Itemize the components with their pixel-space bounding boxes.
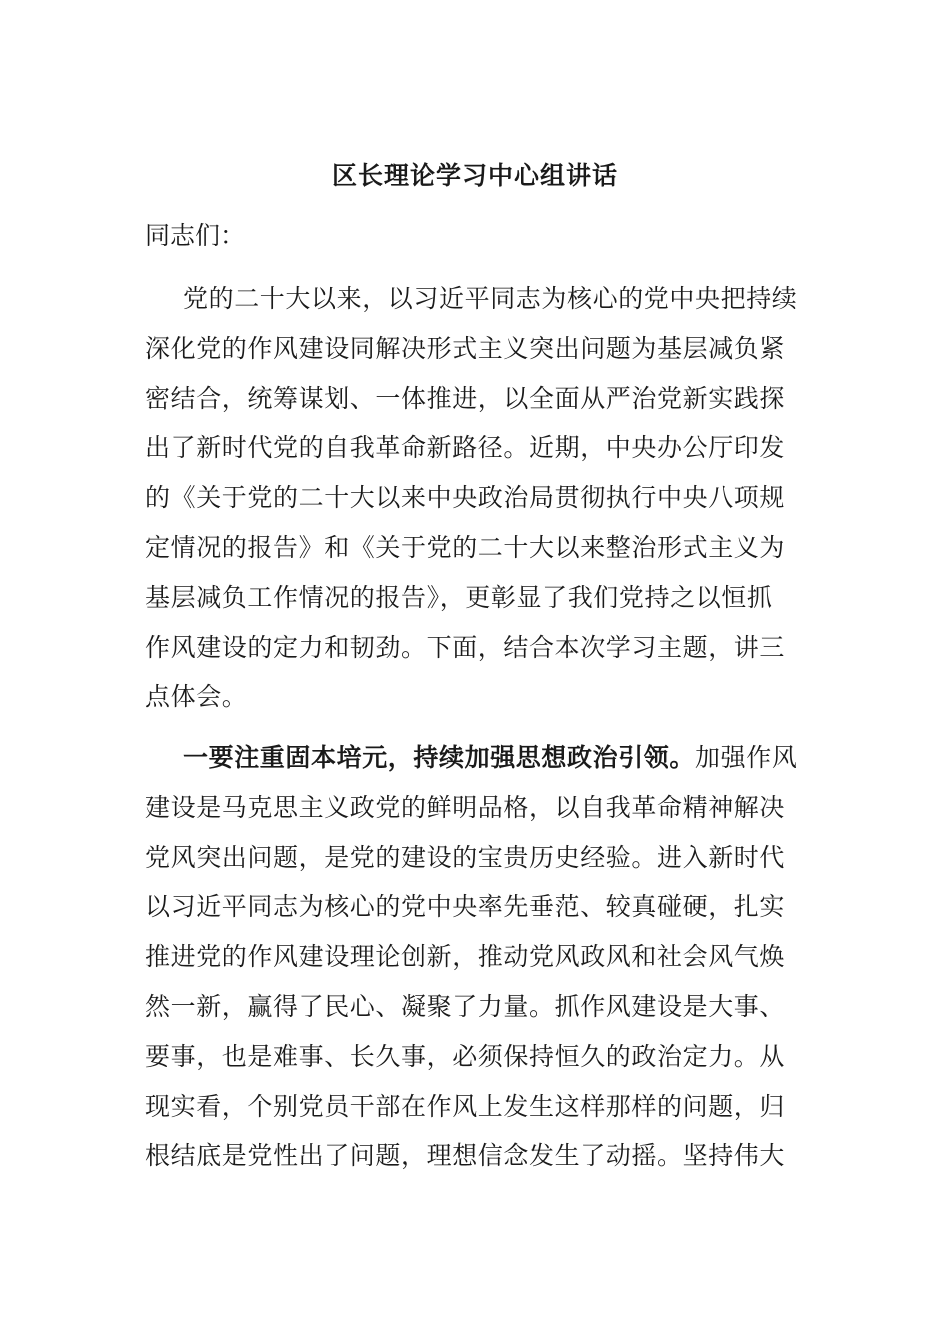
paragraph-line: 的《关于党的二十大以来中央政治局贯彻执行中央八项规: [145, 483, 786, 513]
paragraph-line: 定情况的报告》和《关于党的二十大以来整治形式主义为: [145, 532, 786, 562]
paragraph-line: 建设是马克思主义政党的鲜明品格，以自我革命精神解决: [145, 792, 786, 822]
paragraph-intro: [145, 274, 805, 722]
paragraph-line: 然一新，赢得了民心、凝聚了力量。抓作风建设是大事、: [145, 991, 786, 1021]
paragraph-line: 推进党的作风建设理论创新，推动党风政风和社会风气焕: [145, 942, 786, 972]
paragraph-line: 出了新时代党的自我革命新路径。近期，中央办公厅印发: [145, 433, 786, 463]
paragraph-point-one: [145, 733, 805, 1181]
paragraph-line: 根结底是党性出了问题，理想信念发生了动摇。坚持伟大: [145, 1141, 786, 1171]
point-heading: 一要注重固本培元，持续加强思想政治引领。: [183, 743, 696, 772]
paragraph-first-line: [145, 733, 805, 783]
paragraph-line: 点体会。: [145, 682, 248, 712]
paragraph-line: 要事，也是难事、长久事，必须保持恒久的政治定力。从: [145, 1041, 786, 1071]
paragraph-line: 基层减负工作情况的报告》，更彰显了我们党持之以恒抓: [145, 582, 773, 612]
paragraph-line: 作风建设的定力和韧劲。下面，结合本次学习主题，讲三: [145, 632, 786, 662]
paragraph-line: 党风突出问题，是党的建设的宝贵历史经验。进入新时代: [145, 842, 786, 872]
paragraph-line: 现实看，个别党员干部在作风上发生这样那样的问题，归: [145, 1091, 786, 1121]
paragraph-line: 以习近平同志为核心的党中央率先垂范、较真碰硬，扎实: [145, 892, 786, 922]
paragraph-line: 深化党的作风建设同解决形式主义突出问题为基层减负紧: [145, 333, 786, 363]
paragraph-line: 密结合，统筹谋划、一体推进，以全面从严治党新实践探: [145, 383, 786, 413]
greeting: 同志们：: [145, 221, 246, 250]
paragraph-line-rest: 加强作风: [695, 743, 798, 772]
paragraph-line: 党的二十大以来，以习近平同志为核心的党中央把持续: [183, 284, 798, 313]
document-title: 区长理论学习中心组讲话: [331, 161, 618, 190]
